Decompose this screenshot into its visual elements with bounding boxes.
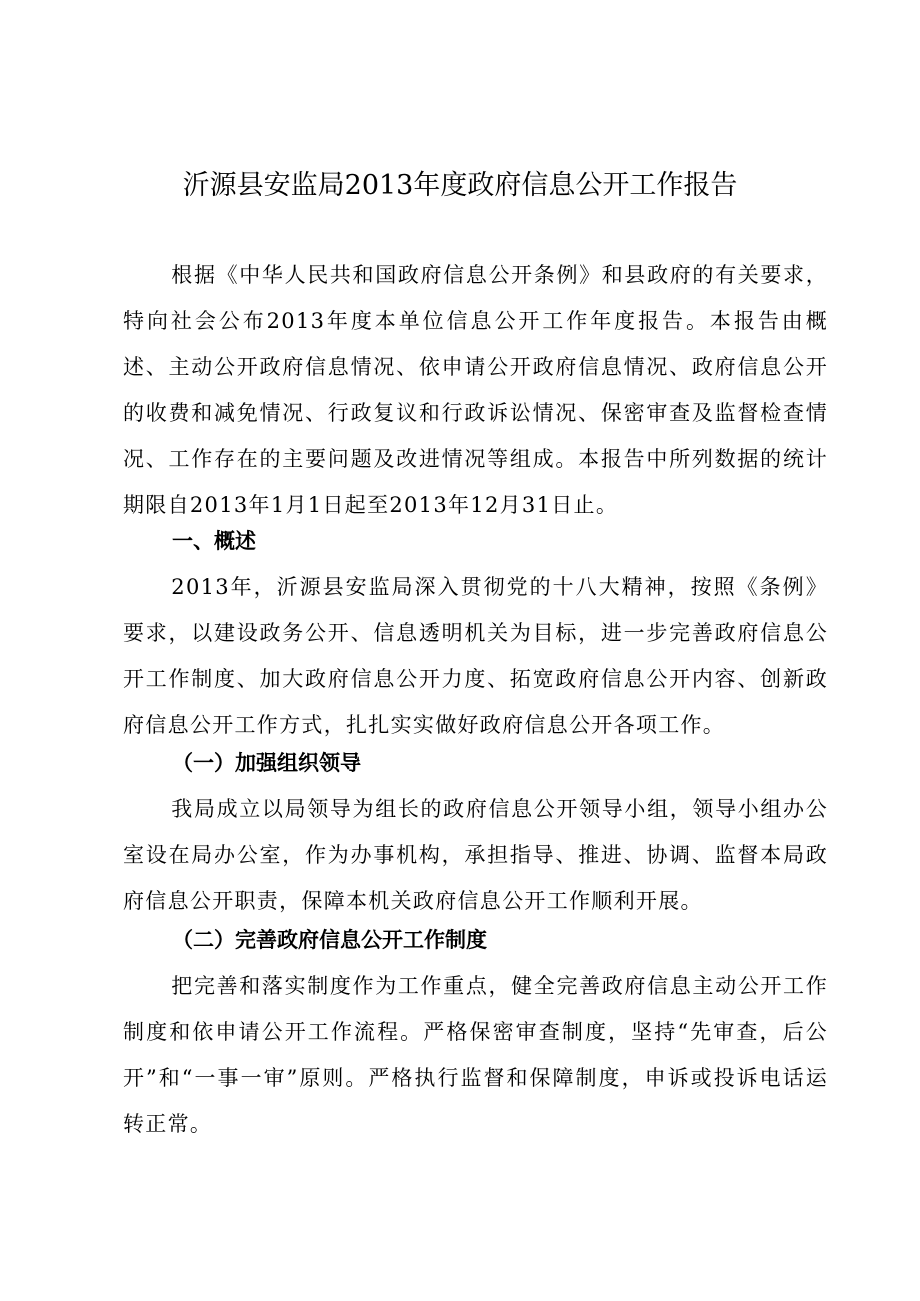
section-heading-overview: 一、概述 — [172, 528, 256, 553]
subsection-heading-system: （二）完善政府信息公开工作制度 — [172, 927, 487, 952]
subsection-heading-leadership: （一）加强组织领导 — [172, 750, 361, 775]
overview-paragraph: 2013年，沂源县安监局深入贯彻党的十八大精神，按照《条例》要求，以建设政务公开、信息透明机关为目标，进一步完善政府信息公开工作制度、加大政府信息公开力度、拓宽政府信息公开内容、创新政府信息公开工作方式，扎扎实实做好政府信息公开各项工作。 — [123, 575, 828, 737]
system-paragraph: 把完善和落实制度作为工作重点，健全完善政府信息主动公开工作制度和依申请公开工作流程。严格保密审查制度，坚持“先审查，后公开”和“一事一审”原则。严格执行监督和保障制度，申诉或投诉电话运转正常。 — [123, 974, 828, 1136]
leadership-paragraph: 我局成立以局领导为组长的政府信息公开领导小组，领导小组办公室设在局办公室，作为办事机构，承担指导、推进、协调、监督本局政府信息公开职责，保障本机关政府信息公开工作顺利开展。 — [123, 797, 828, 913]
intro-paragraph: 根据《中华人民共和国政府信息公开条例》和县政府的有关要求，特向社会公布2013年度本单位信息公开工作年度报告。本报告由概述、主动公开政府信息情况、依申请公开政府信息情况、政府信息公开的收费和减免情况、行政复议和行政诉讼情况、保密审查及监督检查情况、工作存在的主要问题及改进情况等组成。本报告中所列数据的统计期限自2013年1月1日起至2013年12月31日止。 — [123, 263, 828, 517]
document-title: 沂源县安监局2013年度政府信息公开工作报告 — [182, 170, 738, 201]
